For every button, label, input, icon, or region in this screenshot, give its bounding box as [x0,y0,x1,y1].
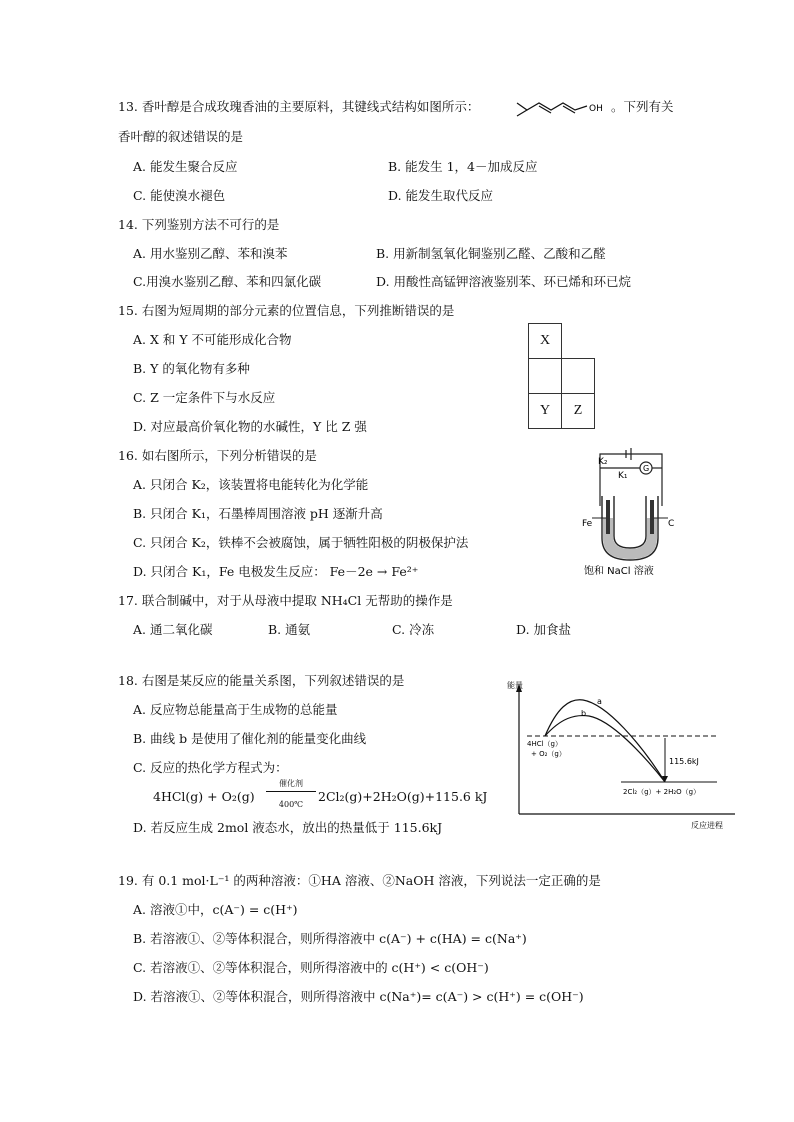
q18-eq-left: 4HCl(g) + O₂(g) [153,789,255,804]
q16-option-a: A. 只闭合 K₂，该装置将电能转化为化学能 [133,477,369,492]
curve-a [545,700,665,782]
q18-option-d: D. 若反应生成 2mol 液态水，放出的热量低于 115.6kJ [133,820,443,835]
periodic-table-fragment [528,323,600,418]
q19-option-b: B. 若溶液①、②等体积混合，则所得溶液中 c(A⁻) + c(HA) = c(Na⁺) [133,931,527,946]
k1-label: K₁ [618,471,628,481]
q18-option-b: B. 曲线 b 是使用了催化剂的能量变化曲线 [133,731,367,746]
q18-eq-temperature: 400℃ [278,800,304,809]
q13-option-d: D. 能发生取代反应 [388,188,494,203]
q18-option-c: C. 反应的热化学方程式为： [133,760,288,775]
q14-stem: 14. 下列鉴别方法不可行的是 [118,217,280,232]
q14-option-b: B. 用新制氢氧化铜鉴别乙醛、乙酸和乙醛 [376,246,606,261]
q13-stem-part2: 。下列有关 [611,99,674,114]
q18-option-a: A. 反应物总能量高于生成物的总能量 [133,702,338,717]
curve-a-label: a [597,697,602,706]
q15-option-c: C. Z 一定条件下与水反应 [133,390,276,405]
q17-option-b: B. 通氨 [268,622,311,637]
q17-option-a: A. 通二氧化碳 [133,622,213,637]
q13-stem-part3: 香叶醇的叙述错误的是 [118,129,244,144]
delta-h-label: 115.6kJ [669,757,699,766]
q17-option-c: C. 冷冻 [392,622,435,637]
q16-option-d: D. 只闭合 K₁，Fe 电极发生反应： Fe－2e → Fe²⁺ [133,564,419,579]
curve-b-label: b [581,709,587,718]
products-label: 2Cl₂（g）+ 2H₂O（g） [623,788,701,796]
q16-option-b: B. 只闭合 K₁，石墨棒周围溶液 pH 逐渐升高 [133,506,383,521]
q18-eq-right: 2Cl₂(g)+2H₂O(g)+115.6 kJ [318,789,488,804]
q13-option-a: A. 能发生聚合反应 [133,159,238,174]
oh-label: OH [589,104,603,114]
q17-option-d: D. 加食盐 [516,622,572,637]
energy-diagram [505,678,740,836]
q15-option-d: D. 对应最高价氧化物的水碱性，Y 比 Z 强 [133,419,367,434]
q19-stem: 19. 有 0.1 mol·L⁻¹ 的两种溶液：①HA 溶液、②NaOH 溶液，下列说法一定正确的是 [118,873,601,888]
q13-stem-part1: 13. 香叶醇是合成玫瑰香油的主要原料，其键线式结构如图所示： [118,99,480,114]
q19-option-c: C. 若溶液①、②等体积混合，则所得溶液中的 c(H⁺) < c(OH⁻) [133,960,489,975]
k2-label: K₂ [598,457,608,467]
geraniol-structure-icon [515,98,610,118]
element-blank [528,358,562,394]
reactants-label-2: + O₂（g） [531,750,566,758]
q19-option-a: A. 溶液①中，c(A⁻) = c(H⁺) [133,902,298,917]
energy-axis-label: 能量 [507,681,523,690]
q14-option-d: D. 用酸性高锰钾溶液鉴别苯、环已烯和环已烷 [376,274,632,289]
q13-option-b: B. 能发生 1，4－加成反应 [388,159,538,174]
curve-b [545,716,665,782]
q19-option-d: D. 若溶液①、②等体积混合，则所得溶液中 c(Na⁺)= c(A⁻) > c(H⁺) = c(OH⁻) [133,989,584,1004]
fe-label: Fe [582,519,593,529]
element-y-blank-top [561,358,595,394]
c-label: C [668,519,675,529]
q17-stem: 17. 联合制碱中，对于从母液中提取 NH₄Cl 无帮助的操作是 [118,593,453,608]
q13-option-c: C. 能使溴水褪色 [133,188,226,203]
nacl-caption: 饱和 NaCl 溶液 [584,566,654,576]
q14-option-c: C.用溴水鉴别乙醇、苯和四氯化碳 [133,274,322,289]
reactants-label-1: 4HCl（g） [527,740,562,748]
q15-option-a: A. X 和 Y 不可能形成化合物 [133,332,292,347]
element-z: Z [561,393,595,429]
q18-eq-arrow [266,791,316,792]
q14-option-a: A. 用水鉴别乙醇、苯和溴苯 [133,246,288,261]
q16-option-c: C. 只闭合 K₂，铁棒不会被腐蚀，属于牺牲阳极的阴极保护法 [133,535,469,550]
element-x: X [528,323,562,359]
q18-stem: 18. 右图是某反应的能量关系图，下列叙述错误的是 [118,673,405,688]
q18-eq-catalyst: 催化剂 [279,779,303,788]
q15-option-b: B. Y 的氧化物有多种 [133,361,250,376]
element-y: Y [528,393,562,429]
electrolysis-apparatus-figure [580,448,680,576]
progress-axis-label: 反应进程 [691,821,723,830]
g-label: G [643,464,650,473]
q15-stem: 15. 右图为短周期的部分元素的位置信息，下列推断错误的是 [118,303,455,318]
q16-stem: 16. 如右图所示，下列分析错误的是 [118,448,317,463]
